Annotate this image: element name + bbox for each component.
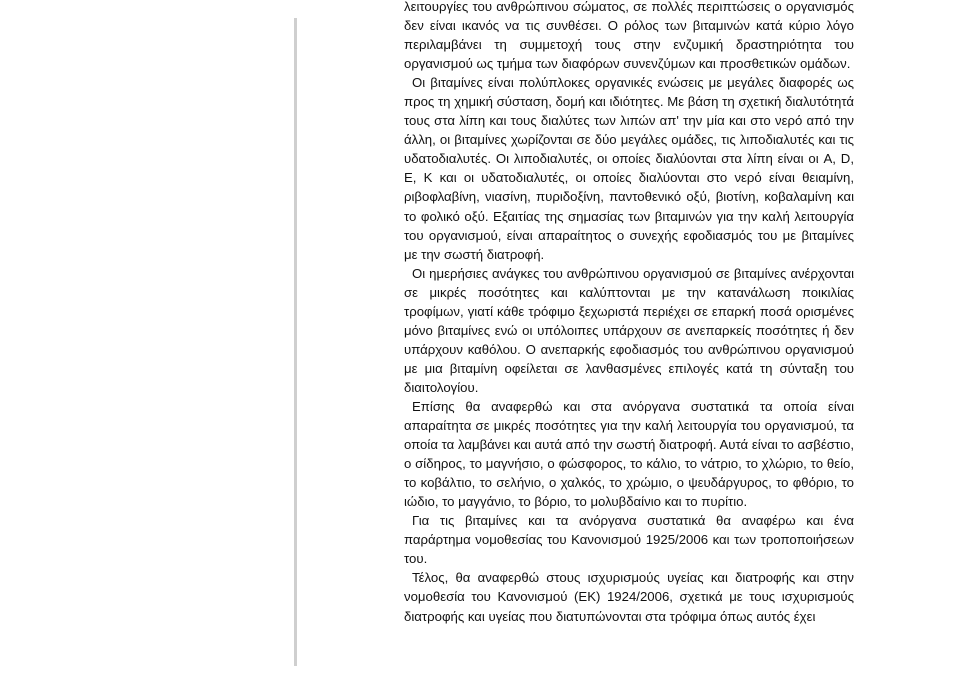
margin-bar <box>294 18 297 666</box>
paragraph-minerals: Επίσης θα αναφερθώ και στα ανόργανα συστατικά τα οποία είναι απαραίτητα σε μικρές ποσότητες για την καλή λειτουργία του οργανισμού, τα οποία τα λαμβάνει και αυτά από την σωστή διατροφή. Αυτά είναι το ασβέστιο, ο σίδηρος, το μαγνήσιο, ο φώσφορος, το κάλιο, το νάτριο, το χλώριο, το θείο, το κοβάλτιο, το σελήνιο, ο χαλκός, το χρώμιο, ο ψευδάργυρος, το φθόριο, το ιώδιο, το μαγγάνιο, το βόριο, το μολυβδαίνιο και το πυρίτιο. <box>404 398 854 510</box>
paragraph-vitamin-classification: Οι βιταμίνες είναι πολύπλοκες οργανικές ενώσεις με μεγάλες διαφορές ως προς τη χημική σύσταση, δομή και ιδιότητες. Με βάση τη σχετική διαλυτότητά τους στα λίπη και τους διαλύτες των λιπών απ' την μία και στο νερό από την άλλη, οι βιταμίνες χωρίζονται σε δύο μεγάλες ομάδες, τις λιποδιαλυτές και τις υδατοδιαλυτές. Οι λιποδιαλυτές, οι οποίες διαλύονται στα λίπη είναι οι A, D, E, K και οι υδατοδιαλυτές, οι οποίες διαλύονται στο νερό είναι θειαμίνη, ριβοφλαβίνη, νιασίνη, πυριδοξίνη, παντοθενικό οξύ, βιοτίνη, κοβαλαμίνη και το φολικό οξύ. Εξαιτίας της σημασίας των βιταμινών για την καλή λειτουργία του οργανισμού, είναι απαραίτητος ο συνεχής εφοδιασμός του με βιταμίνες με την σωστή διατροφή. <box>404 75 854 262</box>
paragraph-daily-needs: Οι ημερήσιες ανάγκες του ανθρώπινου οργανισμού σε βιταμίνες ανέρχονται σε μικρές ποσότητες και καλύπτονται με την κατανάλωση ποικιλίας τροφίμων, γιατί κάθε τρόφιμο ξεχωριστά περιέχει σε επαρκή ποσά ορισμένες μόνο βιταμίνες ενώ οι υπόλοιπες υπάρχουν σε ανεπαρκείς ποσότητες ή δεν υπάρχουν καθόλου. Ο ανεπαρκής εφοδιασμός του ανθρώπινου οργανισμού με μια βιταμίνη οφείλεται σε λανθασμένες επιλογές κατά τη σύνταξη του διαιτολογίου. <box>404 265 854 395</box>
paragraph-legislation-annex: Για τις βιταμίνες και τα ανόργανα συστατικά θα αναφέρω και ένα παράρτημα νομοθεσίας του Κανονισμού 1925/2006 και των τροποποιήσεων του. <box>404 513 854 567</box>
paragraph-health-claims: Τέλος, θα αναφερθώ στους ισχυρισμούς υγείας και διατροφής και στην νομοθεσία του Κανονισμού (ΕΚ) 1924/2006, σχετικά με τους ισχυρισμούς διατροφής και υγείας που διατυπώνονται στα τρόφιμα όπως αυτός έχει <box>404 570 854 624</box>
text-body <box>404 0 854 626</box>
paragraph-vitamin-role: λειτουργίες του ανθρώπινου σώματος, σε πολλές περιπτώσεις ο οργανισμός δεν είναι ικανός να τις συνθέσει. Ο ρόλος των βιταμινών κατά κύριο λόγο περιλαμβάνει τη συμμετοχή τους στην ενζυμική δραστηριότητα του οργανισμού ως τμήμα των διαφόρων συνενζύμων και προσθετικών ομάδων. <box>404 0 854 72</box>
